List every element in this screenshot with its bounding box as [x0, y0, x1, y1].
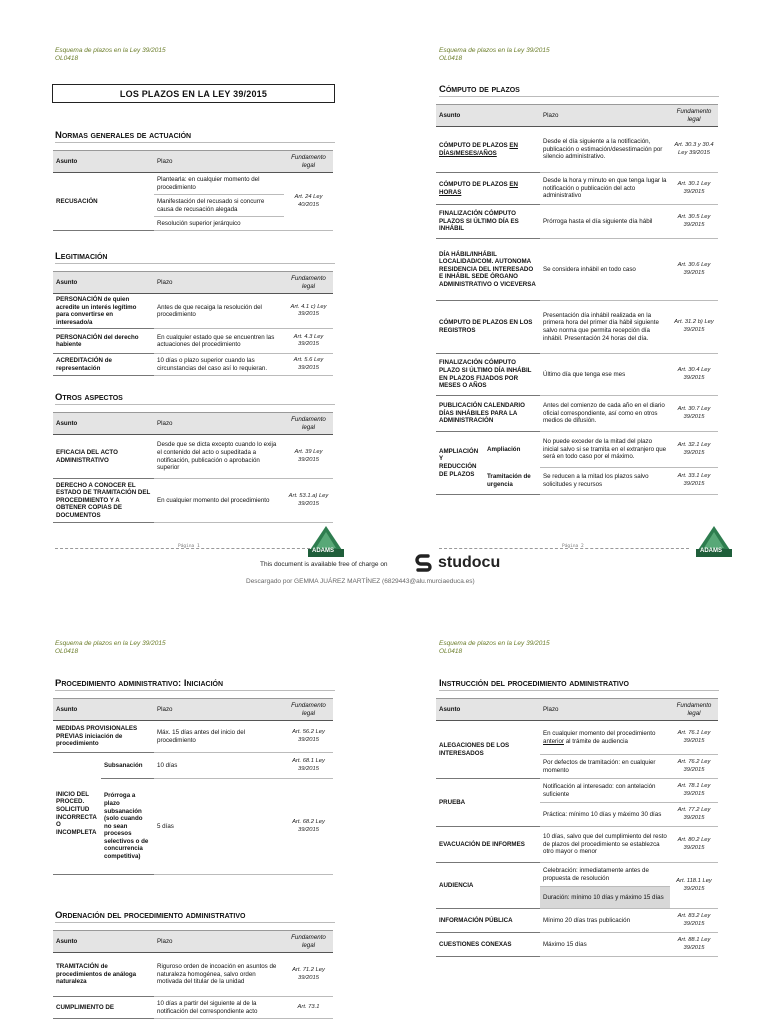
table-cell: Art. 30.1 Ley 39/2015: [670, 173, 718, 205]
table-cell: Art. 30.5 Ley 39/2015: [670, 205, 718, 239]
studocu-brand[interactable]: studocu: [414, 553, 500, 573]
table-iniciacion: [53, 698, 333, 875]
table-cell: Máx. 15 días antes del inicio del procedimiento: [154, 721, 284, 753]
table-cell: Art. 71.2 Ley 39/2015: [284, 953, 333, 997]
table-legitimacion: [53, 271, 333, 376]
table-cell: No puede exceder de la mitad del plazo inicial salvo si se tramita en el extranjero que será en todo caso por el máximo. Se reducen a la mitad los plazos salvo solicitudes y recursos: [540, 432, 670, 495]
table-row: [436, 239, 718, 301]
table-cell: Art. 88.1 Ley 39/2015: [670, 933, 718, 957]
table-cell: Art. 76.2 Ley 39/2015: [670, 755, 718, 779]
table-cell: Prórroga a plazo subsanación (solo cuando no sean procesos selectivos o de concurrencia competitiva): [101, 779, 154, 875]
table-cell: Plantearla: en cualquier momento del procedimiento: [154, 173, 284, 195]
table-computo: [436, 104, 718, 495]
table-cell: Mínimo 20 días tras publicación: [540, 909, 670, 933]
page-header: Esquema de plazos en la Ley 39/2015 OL0418: [55, 640, 166, 655]
table-cell: INICIO DEL PROCED. SOLICITUD INCORRECTA O INCOMPLETA: [53, 753, 101, 875]
column-header: Asunto: [53, 272, 154, 294]
page-3: [0, 630, 384, 1024]
table-row: [436, 863, 718, 887]
table-cell: MEDIDAS PROVISIONALES PREVIAS iniciación de procedimiento: [53, 721, 154, 753]
column-header: Plazo: [154, 413, 284, 435]
column-header: Asunto: [53, 413, 154, 435]
table-cell: Art. 24 Ley 40/2015: [284, 173, 333, 231]
table-row: [53, 953, 333, 997]
column-header: Fundamento legal: [284, 151, 333, 173]
page-header: Esquema de plazos en la Ley 39/2015 OL0418: [55, 47, 166, 62]
table-cell: Art. 73.1: [284, 997, 333, 1019]
studocu-notice: This document is available free of charge on: [260, 561, 388, 568]
page-number: Página 2: [562, 544, 584, 549]
table-row: [436, 779, 718, 803]
table-cell: Manifestación del recusado si concurre causa de recusación alegada: [154, 195, 284, 217]
table-row: [436, 432, 718, 495]
adams-logo-text: ADAMS: [312, 548, 334, 554]
table-cell: Art. 76.1 Ley 39/2015: [670, 721, 718, 755]
table-cell: Art. 30.7 Ley 39/2015: [670, 396, 718, 432]
table-row: [436, 127, 718, 173]
table-cell: Art. 56.2 Ley 39/2015: [284, 721, 333, 753]
studocu-icon: [414, 553, 434, 573]
table-cell: Se considera inhábil en todo caso: [540, 239, 670, 301]
section-heading: Legitimación: [55, 251, 335, 264]
table-cell: FINALIZACIÓN CÓMPUTO PLAZO SI ÚLTIMO DÍA INHÁBIL EN PLAZOS FIJADOS POR MESES O AÑOS: [436, 354, 540, 396]
table-cell: Riguroso orden de incoación en asuntos de naturaleza homogénea, salvo orden motivada del titular de la unidad: [154, 953, 284, 997]
table-cell: Desde la hora y minuto en que tenga lugar la notificación o publicación del acto administrativo: [540, 173, 670, 205]
table-row: [436, 909, 718, 933]
page-2: [384, 0, 768, 560]
page-header: Esquema de plazos en la Ley 39/2015 OL0418: [439, 47, 550, 62]
document-title: LOS PLAZOS EN LA LEY 39/2015: [52, 84, 335, 103]
table-cell: CUESTIONES CONEXAS: [436, 933, 540, 957]
table-row: [53, 479, 333, 523]
table-row: [53, 173, 333, 195]
table-row: [436, 933, 718, 957]
table-cell: Art. 31.2 b) Ley 39/2015: [670, 301, 718, 354]
page-header: Esquema de plazos en la Ley 39/2015 OL0418: [439, 640, 550, 655]
table-cell: Máximo 15 días: [540, 933, 670, 957]
column-header: Fundamento legal: [670, 699, 718, 721]
table-cell: Celebración: inmediatamente antes de propuesta de resolución: [540, 863, 670, 887]
table-row: [53, 294, 333, 329]
table-cell: TRAMITACIÓN de procedimientos de análoga naturaleza: [53, 953, 154, 997]
column-header: Plazo: [540, 105, 670, 127]
table-cell: Por defectos de tramitación: en cualquier momento: [540, 755, 670, 779]
column-header: [101, 699, 154, 721]
table-cell: Art. 68.1 Ley 39/2015: [284, 753, 333, 779]
column-header: Plazo: [154, 272, 284, 294]
section-heading: Instrucción del procedimiento administrativo: [439, 678, 719, 691]
table-ordenacion: [53, 930, 333, 1019]
table-cell: Art. 77.2 Ley 39/2015: [670, 803, 718, 827]
table-cell: 5 días: [154, 779, 284, 875]
column-header: Plazo: [154, 931, 284, 953]
table-cell: En cualquier momento del procedimiento anterior al trámite de audiencia: [540, 721, 670, 755]
table-cell: PRUEBA: [436, 779, 540, 827]
table-cell: Art. 30.4 Ley 39/2015: [670, 354, 718, 396]
section-heading: Otros aspectos: [55, 392, 335, 405]
column-header: Fundamento legal: [284, 413, 333, 435]
table-row: [436, 173, 718, 205]
table-cell: Art. 4.1 c) Ley 39/2015: [284, 294, 333, 329]
table-cell: En cualquier estado que se encuentren las actuaciones del procedimiento: [154, 329, 284, 354]
table-otros: [53, 412, 333, 523]
table-row: [53, 435, 333, 479]
table-cell: Antes del comienzo de cada año en el diario oficial correspondiente, así como en otros medios de difusión.: [540, 396, 670, 432]
section-heading: Ordenación del procedimiento administrativo: [55, 910, 335, 923]
table-row: [436, 354, 718, 396]
page-number: Página 1: [178, 544, 200, 549]
table-row: [436, 827, 718, 863]
table-cell: 10 días o plazo superior cuando las circunstancias del caso así lo requieran.: [154, 354, 284, 376]
table-cell: Art. 5.6 Ley 39/2015: [284, 354, 333, 376]
table-cell: Art. 68.2 Ley 39/2015: [284, 779, 333, 875]
table-cell: AUDIENCIA: [436, 863, 540, 909]
table-cell: CÓMPUTO DE PLAZOS EN DÍAS/MESES/AÑOS: [436, 127, 540, 173]
table-cell: Antes de que recaiga la resolución del procedimiento: [154, 294, 284, 329]
table-cell: Art. 118.1 Ley 39/2015: [670, 863, 718, 909]
adams-logo-text: ADAMS: [700, 548, 722, 554]
table-cell: DÍA HÁBIL/INHÁBIL LOCALIDAD/COM. AUTONOMA RESIDENCIA DEL INTERESADO E INHÁBIL SEDE ÓRGANO ADMINISTRATIVO O VICEVERSA: [436, 239, 540, 301]
page-1: [0, 0, 384, 560]
column-header: Fundamento legal: [670, 105, 718, 127]
table-cell: Duración: mínimo 10 días y máximo 15 días: [540, 887, 670, 909]
table-cell: INFORMACIÓN PÚBLICA: [436, 909, 540, 933]
table-cell: Art. 83.2 Ley 39/2015: [670, 909, 718, 933]
column-header: Asunto: [53, 931, 154, 953]
table-row: [436, 721, 718, 755]
table-cell: Art. 80.2 Ley 39/2015: [670, 827, 718, 863]
table-normas: [53, 150, 333, 231]
table-cell: Práctica: mínimo 10 días y máximo 30 días: [540, 803, 670, 827]
table-cell: AMPLIACIÓN Y REDUCCIÓN DE PLAZOS Ampliación Tramitación de urgencia: [436, 432, 540, 495]
table-cell: Prórroga hasta el día siguiente día hábil: [540, 205, 670, 239]
table-row: [53, 354, 333, 376]
table-cell: FINALIZACIÓN CÓMPUTO PLAZOS SI ÚLTIMO DÍA ES INHÁBIL: [436, 205, 540, 239]
table-cell: Presentación día inhábil realizada en la primera hora del primer día hábil siguiente salvo norma que permita recepción día inhábil. Presentación 24 horas del día.: [540, 301, 670, 354]
table-cell: Art. 4.3 Ley 39/2015: [284, 329, 333, 354]
table-cell: En cualquier momento del procedimiento: [154, 479, 284, 523]
table-cell: PUBLICACIÓN CALENDARIO DÍAS INHÁBILES PARA LA ADMINISTRACIÓN: [436, 396, 540, 432]
section-heading: Cómputo de plazos: [439, 84, 719, 97]
download-info: Descargado por GEMMA JUÁREZ MARTÍNEZ (6829443@alu.murciaeduca.es): [246, 578, 475, 585]
table-row: [53, 997, 333, 1019]
column-header: Asunto: [436, 105, 540, 127]
table-cell: RECUSACIÓN: [53, 173, 154, 231]
section-heading: Normas generales de actuación: [55, 130, 335, 143]
table-cell: EVACUACIÓN DE INFORMES: [436, 827, 540, 863]
table-cell: CÓMPUTO DE PLAZOS EN LOS REGISTROS: [436, 301, 540, 354]
table-cell: Art. 32.1 Ley 39/2015 Art. 33.1 Ley 39/2015: [670, 432, 718, 495]
table-cell: CÓMPUTO DE PLAZOS EN HORAS: [436, 173, 540, 205]
table-cell: Art. 78.1 Ley 39/2015: [670, 779, 718, 803]
column-header: Fundamento legal: [284, 931, 333, 953]
table-cell: ALEGACIONES DE LOS INTERESADOS: [436, 721, 540, 779]
table-cell: 10 días: [154, 753, 284, 779]
column-header: Fundamento legal: [284, 699, 333, 721]
table-cell: Desde el día siguiente a la notificación, publicación o estimación/desestimación por silencio administrativo.: [540, 127, 670, 173]
table-instruccion: [436, 698, 718, 957]
table-row: [436, 396, 718, 432]
page-4: [384, 630, 768, 1024]
column-header: Plazo: [154, 699, 284, 721]
table-cell: Resolución superior jerárquico: [154, 217, 284, 231]
table-cell: Subsanación: [101, 753, 154, 779]
table-cell: PERSONACIÓN del derecho habiente: [53, 329, 154, 354]
column-header: Asunto: [53, 151, 154, 173]
table-row: [436, 301, 718, 354]
table-cell: PERSONACIÓN de quien acredite un interés legítimo para convertirse en interesado/a: [53, 294, 154, 329]
column-header: Asunto: [436, 699, 540, 721]
table-cell: Notificación al interesado: con antelación suficiente: [540, 779, 670, 803]
column-header: Asunto: [53, 699, 101, 721]
table-cell: Desde que se dicta excepto cuando lo exija el contenido del acto o supeditada a notificación, publicación o aprobación superior: [154, 435, 284, 479]
table-row: [53, 753, 333, 779]
table-cell: Art. 39 Ley 39/2015: [284, 435, 333, 479]
section-heading: Procedimiento administrativo: Iniciación: [55, 678, 335, 691]
table-cell: DERECHO A CONOCER EL ESTADO DE TRAMITACIÓN DEL PROCEDIMIENTO Y A OBTENER COPIAS DE DOCUMENTOS: [53, 479, 154, 523]
table-row: [436, 205, 718, 239]
table-row: [53, 329, 333, 354]
table-cell: Art. 30.6 Ley 39/2015: [670, 239, 718, 301]
column-header: Plazo: [540, 699, 670, 721]
table-cell: ACREDITACIÓN de representación: [53, 354, 154, 376]
table-cell: Art. 53.1.a) Ley 39/2015: [284, 479, 333, 523]
table-cell: Art. 30.3 y 30.4 Ley 39/2015: [670, 127, 718, 173]
column-header: Fundamento legal: [284, 272, 333, 294]
table-cell: 10 días, salvo que del cumplimiento del resto de plazos del procedimiento se establezca otro mayor o menor: [540, 827, 670, 863]
table-cell: CUMPLIMIENTO DE: [53, 997, 154, 1019]
column-header: Plazo: [154, 151, 284, 173]
table-cell: EFICACIA DEL ACTO ADMINISTRATIVO: [53, 435, 154, 479]
table-cell: 10 días a partir del siguiente al de la notificación del correspondiente acto: [154, 997, 284, 1019]
table-row: [53, 721, 333, 753]
table-cell: Último día que tenga ese mes: [540, 354, 670, 396]
